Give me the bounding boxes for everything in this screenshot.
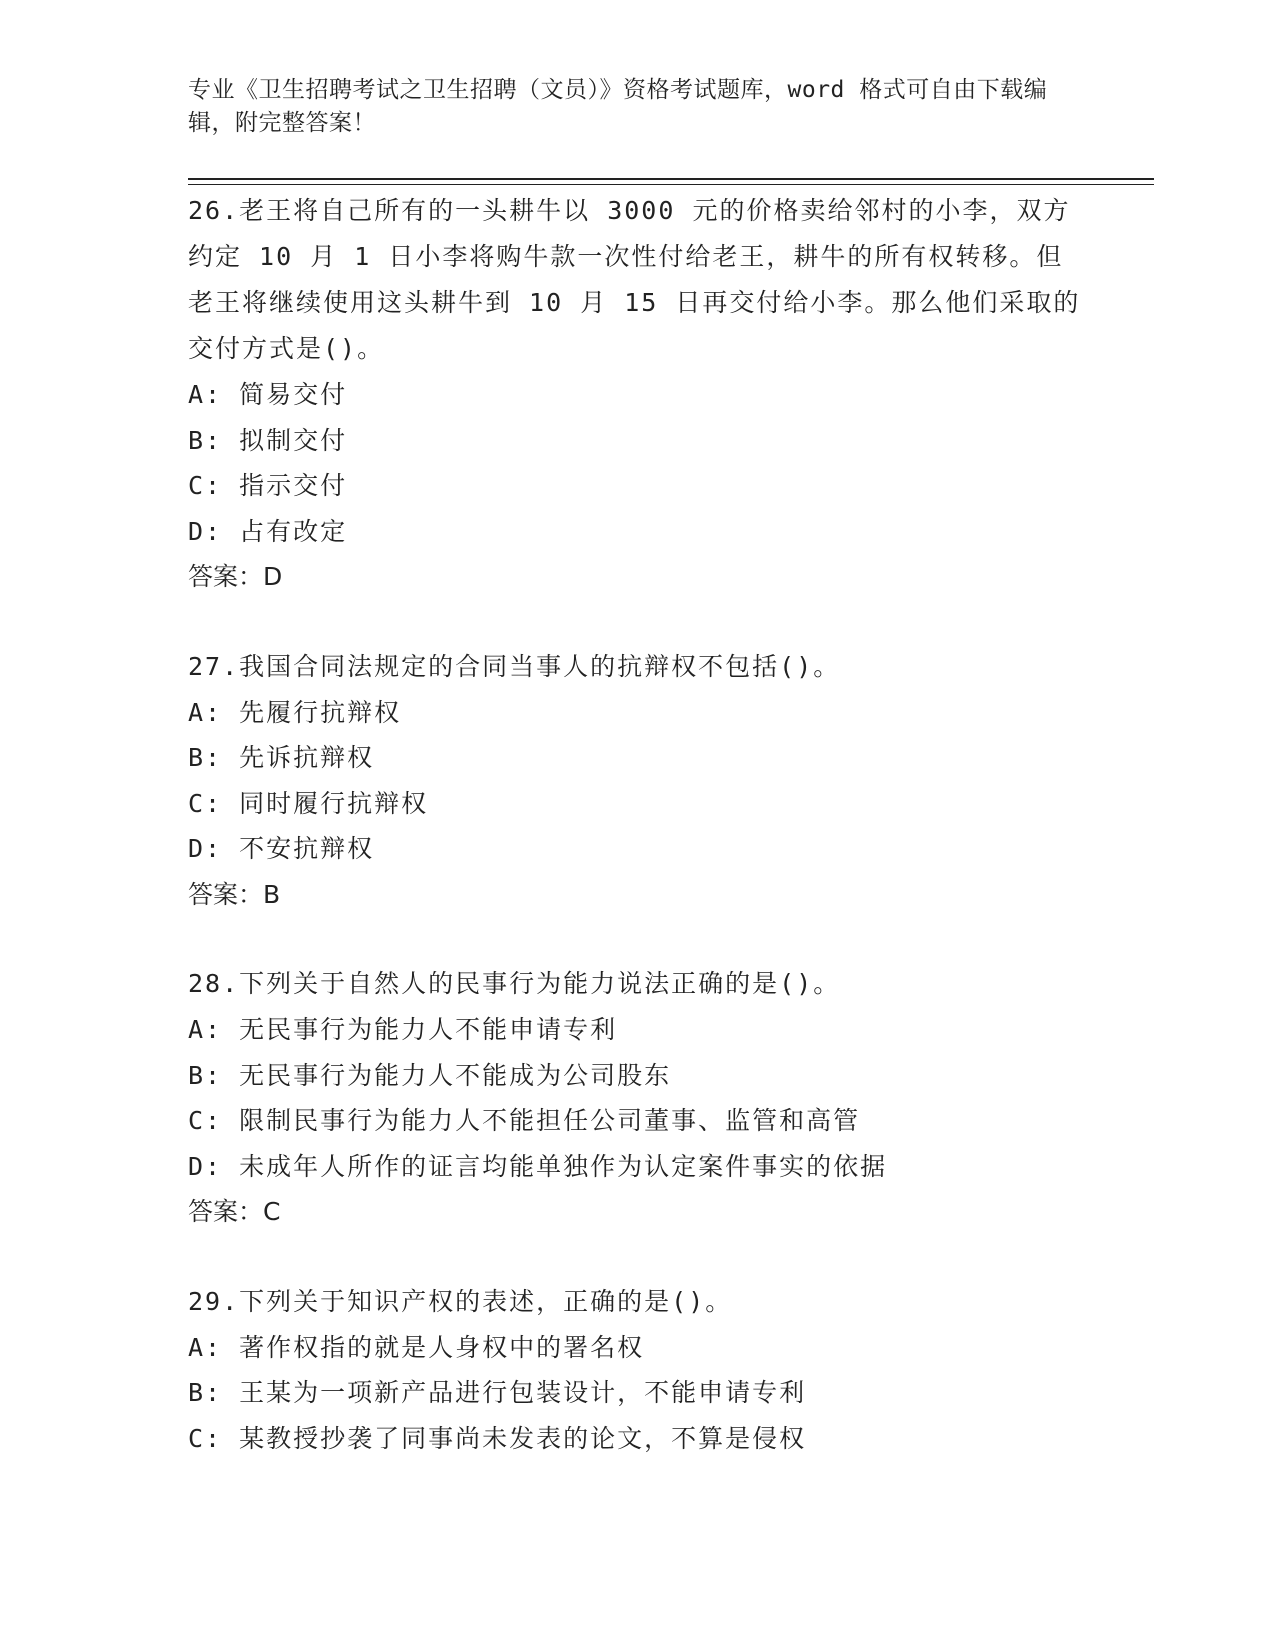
option-c: C: 同时履行抗辩权 [188,788,429,818]
option-a: A: 简易交付 [188,380,348,409]
header-divider-thin [188,184,1154,185]
option-a: A: 无民事行为能力人不能申请专利 [188,1015,618,1044]
option-c: C: 指示交付 [188,471,348,500]
answer: 答案：D [188,562,283,591]
option-d: D: 不安抗辩权 [188,834,375,863]
question-27 [188,644,1088,918]
question-28 [188,961,1088,1235]
option-a: A: 先履行抗辩权 [188,697,402,727]
option-b: B: 无民事行为能力人不能成为公司股东 [188,1060,672,1090]
option-c: C: 限制民事行为能力人不能担任公司董事、监管和高管 [188,1106,861,1135]
answer: 答案：C [188,1197,281,1226]
question-stem: 26.老王将自己所有的一头耕牛以 3000 元的价格卖给邻村的小李，双方约定 10 月 1 日小李将购牛款一次性付给老王，耕牛的所有权转移。但老王将继续使用这头耕牛到 10 月 15 日再交付给小李。那么他们采取的交付方式是()。 [188,196,1081,363]
question-stem: 28.下列关于自然人的民事行为能力说法正确的是()。 [188,969,841,998]
question-list [188,188,1088,1505]
option-b: B: 王某为一项新产品进行包装设计，不能申请专利 [188,1378,807,1407]
option-c: C: 某教授抄袭了同事尚未发表的论文，不算是侵权 [188,1423,807,1453]
question-29 [188,1279,1088,1462]
option-d: D: 未成年人所作的证言均能单独作为认定案件事实的依据 [188,1151,888,1181]
document-header: 专业《卫生招聘考试之卫生招聘（文员）》资格考试题库，word 格式可自由下载编辑，附完整答案！ [188,77,1048,136]
question-stem: 29.下列关于知识产权的表述，正确的是()。 [188,1286,733,1316]
option-b: B: 先诉抗辩权 [188,743,375,772]
option-b: B: 拟制交付 [188,425,348,455]
header-divider [188,178,1154,180]
answer: 答案：B [188,879,281,909]
option-d: D: 占有改定 [188,516,348,546]
option-a: A: 著作权指的就是人身权中的署名权 [188,1332,645,1362]
question-stem: 27.我国合同法规定的合同当事人的抗辩权不包括()。 [188,651,841,681]
question-26 [188,188,1088,600]
